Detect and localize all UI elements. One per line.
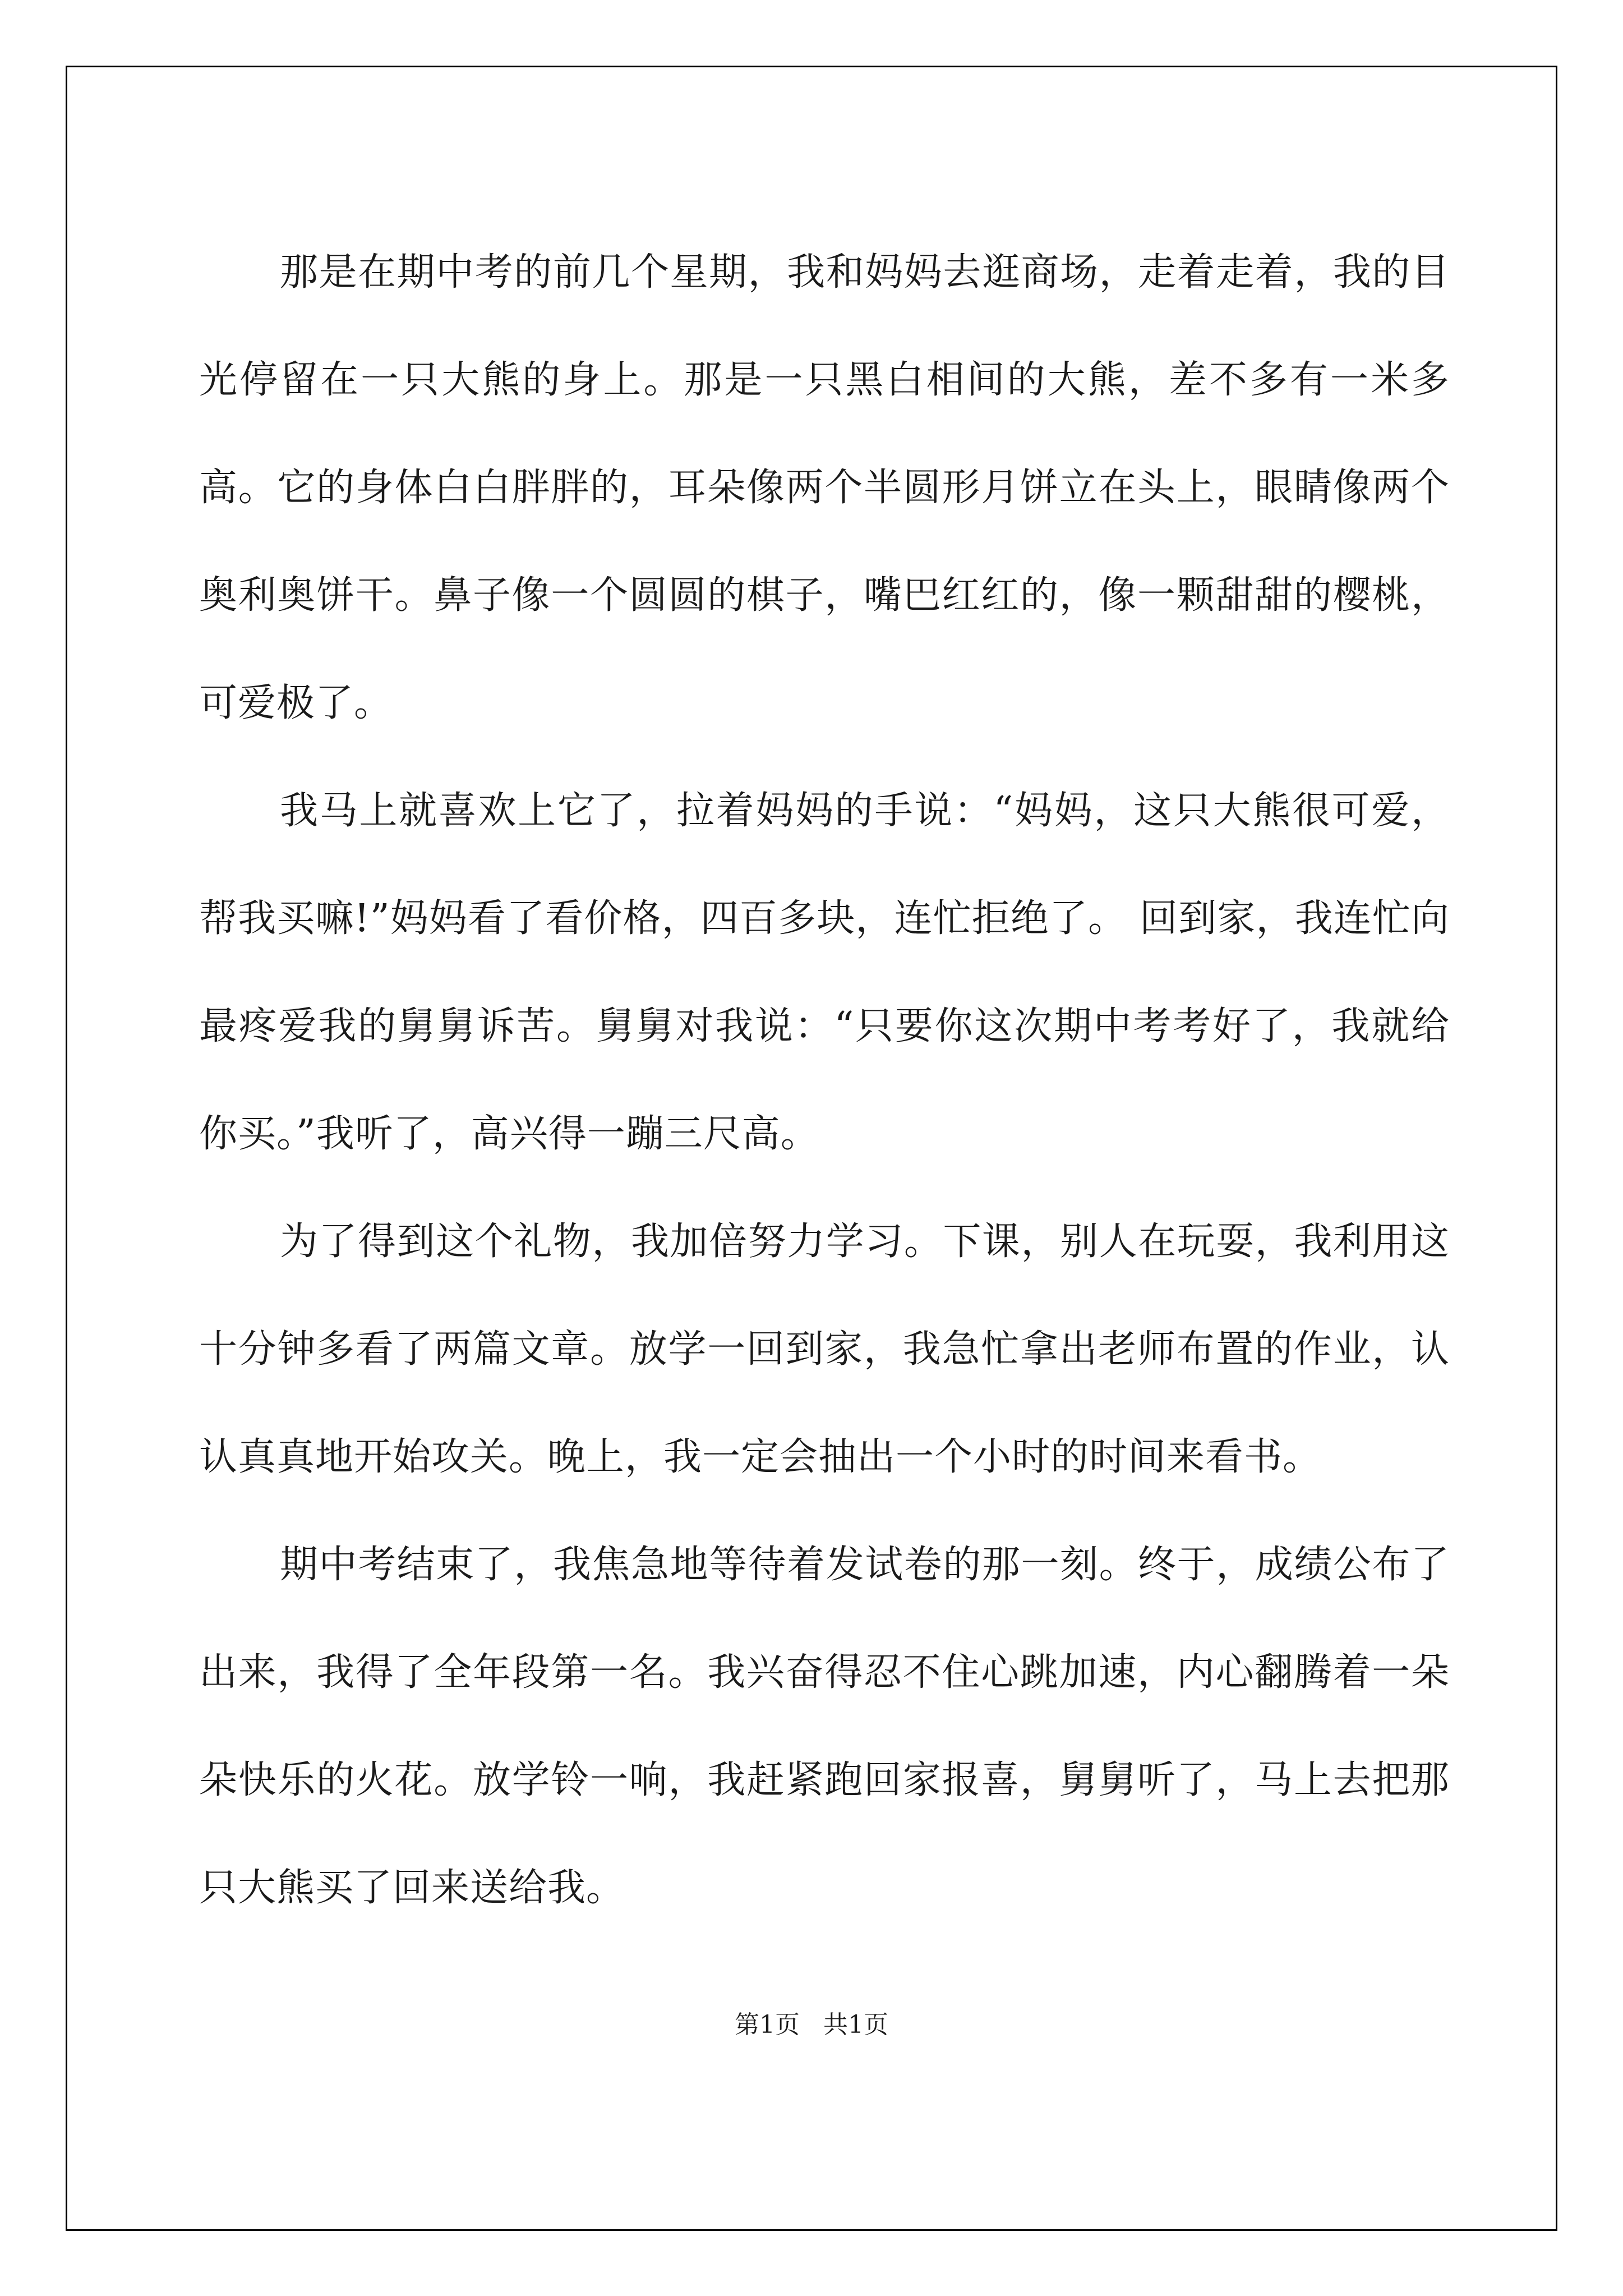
paragraph-4: 期中考结束了，我焦急地等待着发试卷的那一刻。终于，成绩公布了出来，我得了全年段第一名。我兴奋得忍不住心跳加速，内心翻腾着一朵朵快乐的火花。放学铃一响，我赶紧跑回家报喜，舅舅听了，马上去把那只大熊买了回来送给我。 bbox=[199, 1543, 1450, 1910]
page-number-label: 第1页 共1页 bbox=[735, 2010, 888, 2039]
paragraph-2: 我马上就喜欢上它了，拉着妈妈的手说：“妈妈，这只大熊很可爱，帮我买嘛!”妈妈看了看价格，四百多块，连忙拒绝了。 回到家，我连忙向最疼爱我的舅舅诉苦。舅舅对我说：“只要你这次期中考考好了，我就给你买。”我听了，高兴得一蹦三尺高。 bbox=[199, 789, 1450, 1156]
paragraph-3: 为了得到这个礼物，我加倍努力学习。下课，别人在玩耍，我利用这十分钟多看了两篇文章。放学一回到家，我急忙拿出老师布置的作业，认认真真地开始攻关。晚上，我一定会抽出一个小时的时间来看书。 bbox=[199, 1220, 1450, 1479]
page-footer bbox=[0, 2008, 1623, 2042]
paragraph-1: 那是在期中考的前几个星期，我和妈妈去逛商场，走着走着，我的目光停留在一只大熊的身上。那是一只黑白相间的大熊，差不多有一米多高。它的身体白白胖胖的，耳朵像两个半圆形月饼立在头上，眼睛像两个奥利奥饼干。鼻子像一个圆圆的棋子，嘴巴红红的，像一颗甜甜的樱桃，可爱极了。 bbox=[199, 250, 1450, 725]
document-body bbox=[199, 219, 1450, 1942]
